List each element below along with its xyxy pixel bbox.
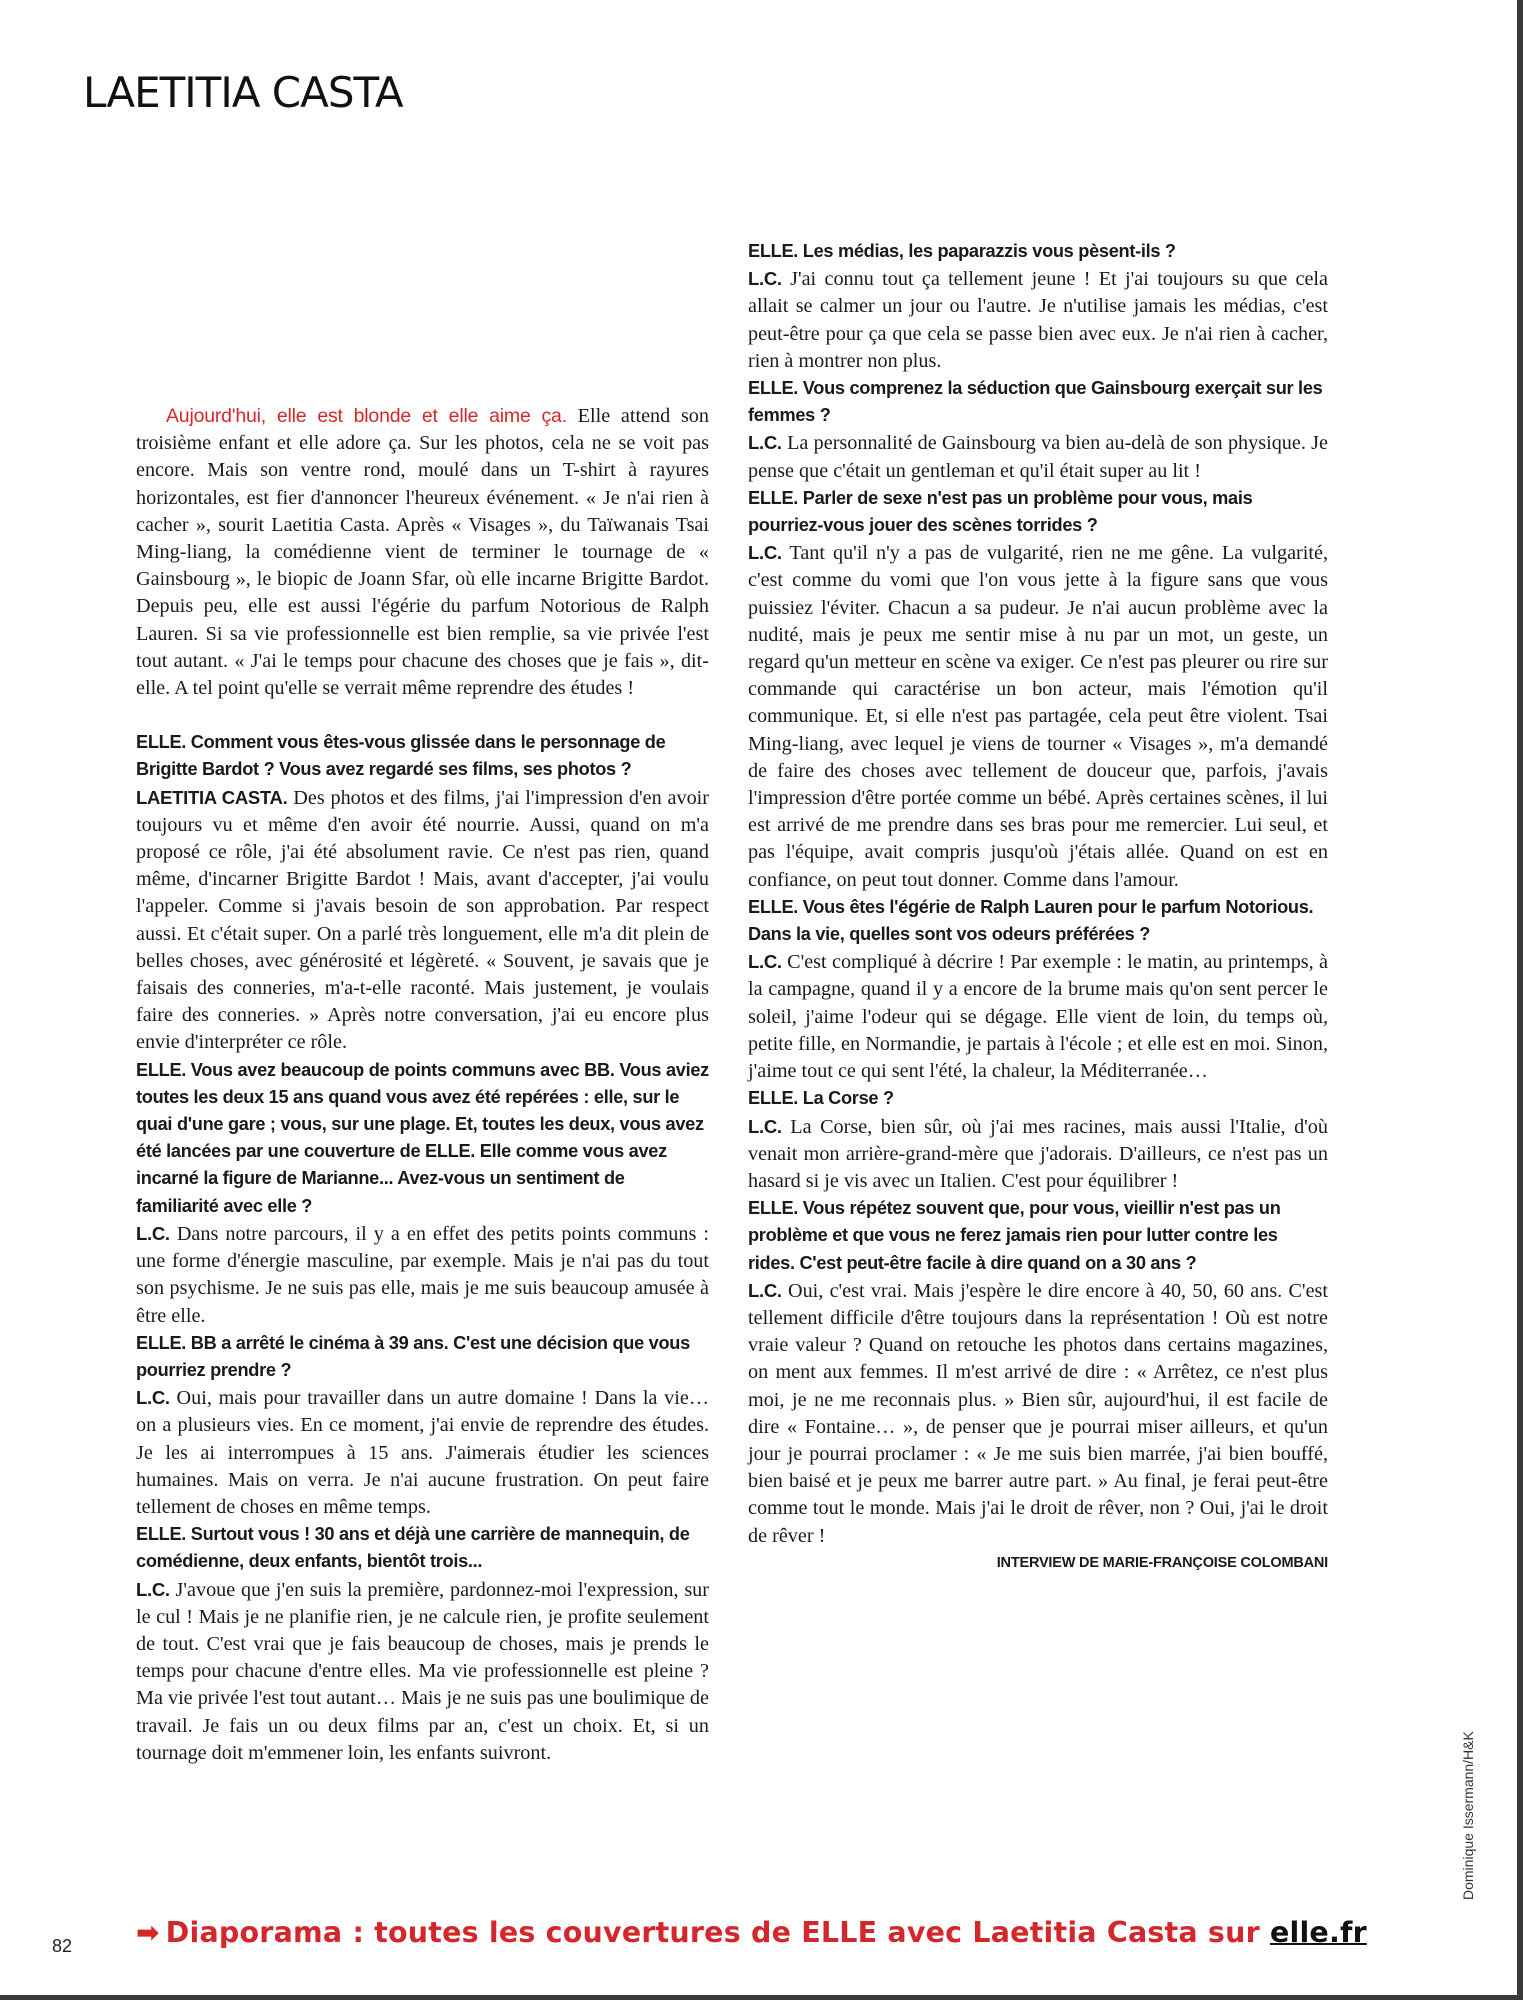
- answer-4-text: J'avoue que j'en suis la première, pardonnez-moi l'expression, sur le cul ! Mais je ne planifie rien, je ne calcule rien, je profite seulement de tout. C'est vrai que je fais beaucoup de choses, mais je prends le temps pour chacune d'entre elles. Ma vie professionnelle est pleine ? Ma vie privée l'est tout autant… Mais je ne suis pas une boulimique de travail. Je fais un ou deux films par an, c'est un choix. Et, si un tournage doit m'emmener loin, les enfants suivront.: [136, 1578, 709, 1764]
- question-8: ELLE. Vous êtes l'égérie de Ralph Lauren pour le parfum Notorious. Dans la vie, quelles sont vos odeurs préférées ?: [748, 896, 1314, 945]
- answer-6: [748, 429, 1328, 484]
- answer-1: [136, 784, 709, 1057]
- answer-5-text: J'ai connu tout ça tellement jeune ! Et j'ai toujours su que cela allait se calmer un jour ou l'autre. Je n'utilise jamais les médias, c'est peut-être pour ça que cela se passe bien avec eux. Je n'ai rien à cacher, rien à montrer non plus.: [748, 268, 1328, 372]
- answer-5: [748, 265, 1328, 375]
- answer-5-speaker: L.C.: [748, 268, 782, 290]
- promo-text: Diaporama : toutes les couvertures de ELLE avec Laetitia Casta sur: [165, 1916, 1260, 1949]
- question-6: ELLE. Vous comprenez la séduction que Gainsbourg exerçait sur les femmes ?: [748, 378, 1323, 426]
- question-3: ELLE. BB a arrêté le cinéma à 39 ans. C'est une décision que vous pourriez prendre ?: [136, 1332, 690, 1380]
- intro-text: Elle attend son troisième enfant et elle adore ça. Sur les photos, cela ne se voit pas encore. Mais son ventre rond, moulé dans un T-shirt à rayures horizontales, est fier d'annoncer l'heureux événement. « Je n'ai rien à cacher », sourit Laetitia Casta. Après « Visages », du Taïwanais Tsai Ming-liang, la comédienne vient de terminer le tournage de « Gainsbourg », le biopic de Joann Sfar, où elle incarne Brigitte Bardot. Depuis peu, elle est aussi l'égérie du parfum Notorious de Ralph Lauren. Si sa vie professionnelle est bien remplie, sa vie privée l'est tout autant. « J'ai le temps pour chacune des choses que je fais », dit-elle. A tel point qu'elle se verrait même reprendre des études !: [136, 405, 709, 700]
- site-link[interactable]: elle.fr: [1269, 1916, 1367, 1949]
- question-10: ELLE. Vous répétez souvent que, pour vous, vieillir n'est pas un problème et que vous ne ferez jamais rien pour lutter contre les rides. C'est peut-être facile à dire quand on a 30 ans ?: [748, 1198, 1281, 1273]
- answer-8-text: C'est compliqué à décrire ! Par exemple : le matin, au printemps, à la campagne, quand il y a encore de la brume mais qu'on sent percer le soleil, j'aime l'odeur qui se dégage. Elle vient de loin, du temps où, petite fille, en Normandie, je partais à l'école ; et elle est en moi. Sinon, j'aime tout ce qui sent l'été, la chaleur, la Méditerranée…: [748, 951, 1329, 1083]
- answer-3-speaker: L.C.: [136, 1387, 170, 1409]
- answer-9-speaker: L.C.: [748, 1115, 782, 1137]
- page-edge-right: [1517, 0, 1523, 2000]
- answer-8: [748, 948, 1328, 1085]
- answer-3: [136, 1384, 709, 1521]
- answer-7-speaker: L.C.: [748, 542, 782, 564]
- question-2: ELLE. Vous avez beaucoup de points communs avec BB. Vous aviez toutes les deux 15 ans quand vous avez été repérées : elle, sur le quai d'une gare ; vous, sur une plage. Et, toutes les deux, vous avez été lancées par une couverture de ELLE. Elle comme vous avez incarné la figure de Marianne... Avez-vous un sentiment de familiarité avec elle ?: [136, 1059, 709, 1216]
- paragraph-gap: [136, 702, 709, 729]
- intro-paragraph: [136, 403, 709, 702]
- question-7: ELLE. Parler de sexe n'est pas un problème pour vous, mais pourriez-vous jouer des scènes torrides ?: [748, 487, 1253, 536]
- photo-credit: Dominique Issermann/H&K: [1460, 1731, 1476, 1900]
- answer-7-text: Tant qu'il n'y a pas de vulgarité, rien ne me gêne. La vulgarité, c'est comme du vomi que l'on vous jette à la figure sans que vous puissiez l'éviter. Chacun a sa pudeur. Je n'ai aucun problème avec la nudité, mais je peux me sentir mise à nu par un mot, un geste, un regard qu'un metteur en scène va exiger. Ce n'est pas pleurer ou rire sur commande qui caractérise un bon acteur, mais l'émotion qu'il communique. Et, si elle n'est pas partagée, cela peut être violent. Tsai Ming-liang, avec lequel je viens de tourner « Visages », m'a demandé de faire des choses avec tellement de douceur que, parfois, j'avais l'impression d'être portée comme un bébé. Après certaines scènes, il lui est arrivé de me prendre dans ses bras pour me remercier. Lui seul, et pas l'équipe, avait compris jusqu'où j'étais allée. Quand on est en confiance, on peut tout donner. Comme dans l'amour.: [748, 542, 1328, 891]
- answer-7: [748, 539, 1328, 894]
- question-9: ELLE. La Corse ?: [748, 1088, 894, 1109]
- answer-1-text: Des photos et des films, j'ai l'impression d'en avoir toujours vu et même d'en avoir été nourrie. Aussi, quand on m'a proposé ce rôle, j'ai été absolument ravie. Ce n'est pas rien, quand même, d'incarner Brigitte Bardot ! Mais, avant d'accepter, j'ai voulu l'appeler. Comme si j'avais besoin de son approbation. Par respect aussi. Et c'était super. On a parlé très longuement, elle m'a dit plein de belles choses, avec générosité et légèreté. « Souvent, je savais que je faisais des conneries, m'a-t-elle raconté. Mais justement, je voulais faire des conneries. » Après notre conversation, j'ai eu encore plus envie d'interpréter ce rôle.: [136, 786, 709, 1054]
- answer-9: [748, 1113, 1328, 1196]
- page-edge-bottom: [0, 1995, 1523, 2000]
- article-title: LAETITIA CASTA: [83, 68, 403, 117]
- answer-1-speaker: LAETITIA CASTA.: [136, 786, 288, 808]
- left-column: [136, 403, 709, 1767]
- answer-10-text: Oui, c'est vrai. Mais j'espère le dire encore à 40, 50, 60 ans. C'est tellement difficile d'être toujours dans la représentation ! Où est notre vraie valeur ? Quand on retouche les photos dans certains magazines, on ment aux femmes. Il m'est arrivé de dire : « Arrêtez, ce n'est plus moi, je ne me reconnais plus. » Bien sûr, aujourd'hui, il est facile de dire « Fontaine… », de penser que je pourrai miser ailleurs, et qu'un jour je pourrai proclamer : « Je me suis bien marrée, j'ai bien bouffé, bien baisé et je peux me barrer autre part. » Au final, je ferai peut-être comme tout le monde. Mais j'ai le droit de rêver, non ? Oui, j'ai le droit de rêver !: [748, 1279, 1328, 1547]
- answer-6-text: La personnalité de Gainsbourg va bien au-delà de son physique. Je pense que c'était un gentleman et qu'il était super au lit !: [748, 432, 1329, 482]
- answer-10: [748, 1277, 1328, 1550]
- interview-credit: INTERVIEW DE MARIE-FRANÇOISE COLOMBANI: [996, 1554, 1328, 1571]
- answer-10-speaker: L.C.: [748, 1279, 782, 1301]
- question-1: ELLE. Comment vous êtes-vous glissée dans le personnage de Brigitte Bardot ? Vous avez regardé ses films, ses photos ?: [136, 732, 666, 780]
- answer-8-speaker: L.C.: [748, 951, 782, 973]
- answer-2-speaker: L.C.: [136, 1222, 170, 1244]
- right-column: [748, 238, 1328, 1577]
- answer-6-speaker: L.C.: [748, 432, 782, 454]
- answer-4-speaker: L.C.: [136, 1578, 170, 1600]
- lead-phrase: Aujourd'hui, elle est blonde et elle aime ça.: [166, 405, 567, 427]
- question-5: ELLE. Les médias, les paparazzis vous pèsent-ils ?: [748, 241, 1176, 261]
- answer-2-text: Dans notre parcours, il y a en effet des petits points communs : une forme d'énergie masculine, par exemple. Mais je n'ai pas du tout son psychisme. Je ne suis pas elle, mais je me suis beaucoup amusée à être elle.: [136, 1222, 709, 1327]
- slideshow-promo[interactable]: [136, 1916, 1367, 1949]
- answer-9-text: La Corse, bien sûr, où j'ai mes racines, mais aussi l'Italie, d'où venait mon arrière-grand-mère que j'adorais. D'ailleurs, ce n'est pas un hasard si je vis avec un Italien. C'est pour équilibrer !: [748, 1115, 1328, 1192]
- question-4: ELLE. Surtout vous ! 30 ans et déjà une carrière de mannequin, de comédienne, deux enfants, bientôt trois...: [136, 1524, 690, 1572]
- answer-3-text: Oui, mais pour travailler dans un autre domaine ! Dans la vie… on a plusieurs vies. En ce moment, j'ai envie de reprendre des études. Je les ai interrompues à 15 ans. J'aimerais étudier les sciences humaines. Mais on verra. Je n'ai aucune frustration. On peut faire tellement de choses en même temps.: [136, 1387, 710, 1518]
- page-number: 82: [52, 1936, 73, 1956]
- arrow-right-icon: ➡: [136, 1916, 160, 1949]
- answer-4: [136, 1576, 709, 1767]
- answer-2: [136, 1220, 709, 1330]
